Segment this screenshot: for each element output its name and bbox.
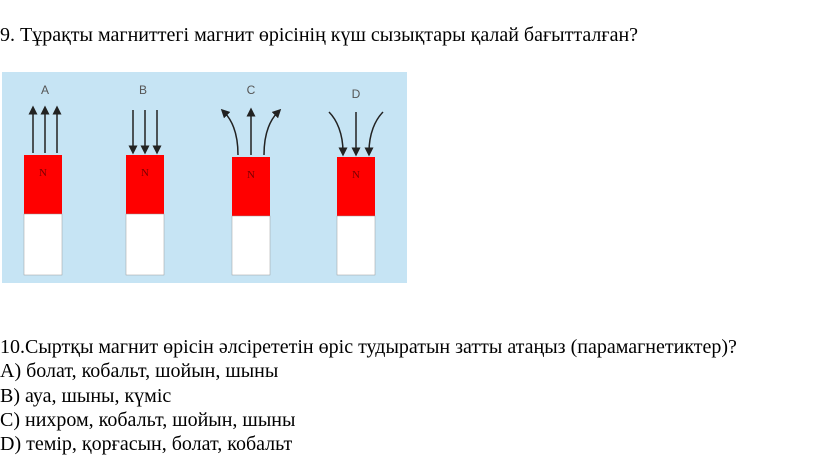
south-pole <box>232 216 270 275</box>
north-pole <box>337 157 375 216</box>
magnet-letter-b: B <box>138 83 148 97</box>
north-pole <box>24 155 62 214</box>
question-10-text: 10.Сыртқы магнит өрісін әлсірететін өріс тудыратын затты атаңыз (парамагнетиктер)? <box>0 336 737 358</box>
magnet-letter-d: D <box>351 87 361 101</box>
option-a: A) болат, кобальт, шойын, шыны <box>0 360 279 382</box>
option-c: C) нихром, кобальт, шойын, шыны <box>0 409 296 431</box>
south-pole <box>337 216 375 275</box>
option-d: D) темір, қорғасын, болат, кобальт <box>0 433 293 455</box>
pole-label-n: N <box>39 167 47 179</box>
pole-label-n: N <box>247 169 255 181</box>
pole-label-n: N <box>141 167 149 179</box>
south-pole <box>126 214 164 275</box>
magnet-letter-a: A <box>40 83 50 97</box>
magnet-letter-c: C <box>246 83 256 97</box>
north-pole <box>126 155 164 214</box>
option-b: B) ауа, шыны, күміс <box>0 385 172 407</box>
north-pole <box>232 157 270 216</box>
pole-label-n: N <box>352 169 360 181</box>
south-pole <box>24 214 62 275</box>
question-9-text: 9. Тұрақты магниттегі магнит өрісінің күш сызықтары қалай бағытталған? <box>0 24 639 46</box>
magnets-figure <box>2 72 407 283</box>
